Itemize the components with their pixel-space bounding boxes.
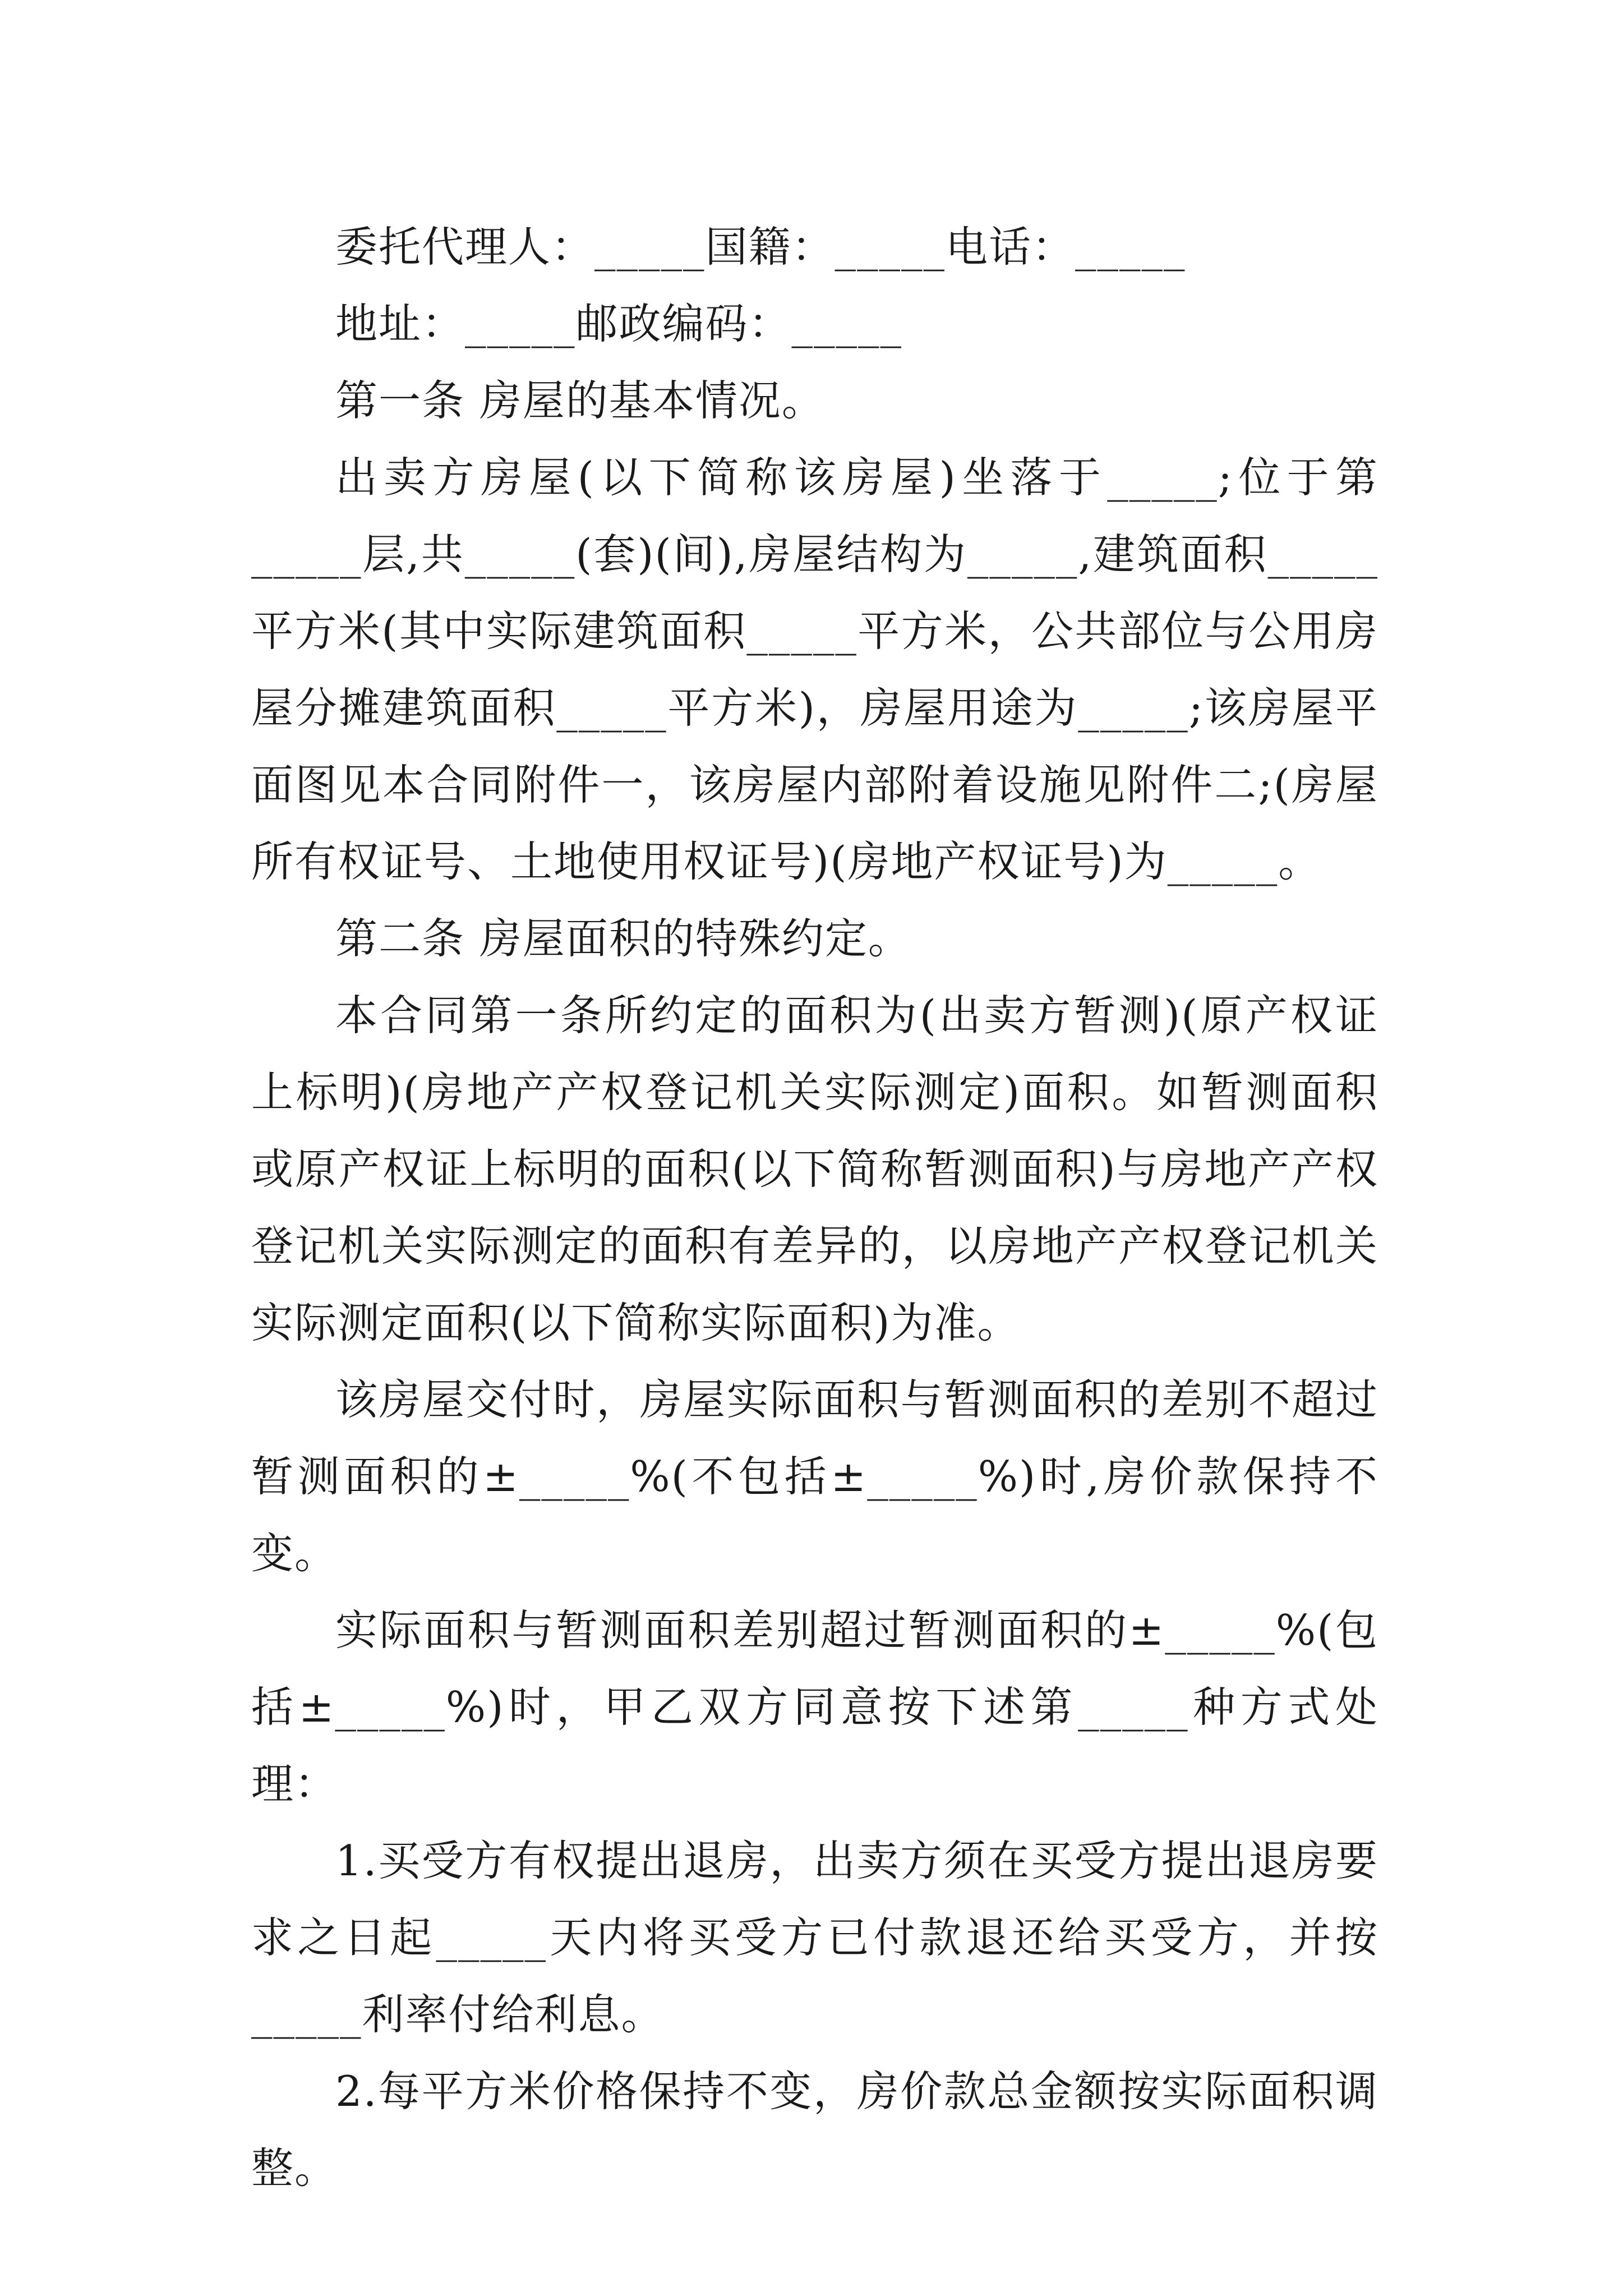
- article-1-body: 出卖方房屋(以下简称该房屋)坐落于_____;位于第_____层,共_____(套)(间),房屋结构为_____,建筑面积_____平方米(其中实际建筑面积_____平方米，公共部位与公用房屋分摊建筑面积_____平方米)，房屋用途为_____;该房屋平面图见本合同附件一，该房屋内部附着设施见附件二;(房屋所有权证号、土地使用权证号)(房地产权证号)为_____。: [251, 453, 1378, 886]
- agent-info-line: 委托代理人：_____国籍：_____电话：_____: [335, 222, 1186, 272]
- document-body: [251, 209, 1378, 2207]
- article-1-heading: 第一条 房屋的基本情况。: [335, 376, 825, 425]
- article-2-body: 本合同第一条所约定的面积为(出卖方暂测)(原产权证上标明)(房地产产权登记机关实际测定)面积。如暂测面积或原产权证上标明的面积(以下简称暂测面积)与房地产产权登记机关实际测定的面积有差异的，以房地产产权登记机关实际测定面积(以下简称实际面积)为准。: [251, 991, 1378, 1347]
- article-2-heading: 第二条 房屋面积的特殊约定。: [335, 914, 911, 963]
- option-1-paragraph: 1.买受方有权提出退房，出卖方须在买受方提出退房要求之日起_____天内将买受方已付款退还给买受方，并按_____利率付给利息。: [251, 1836, 1378, 2039]
- option-2-paragraph: 2.每平方米价格保持不变，房价款总金额按实际面积调整。: [251, 2067, 1378, 2193]
- address-line: 地址：_____邮政编码：_____: [335, 299, 903, 348]
- area-excess-paragraph: 实际面积与暂测面积差别超过暂测面积的±_____%(包括±_____%)时，甲乙双方同意按下述第_____种方式处理：: [251, 1605, 1378, 1809]
- area-tolerance-paragraph: 该房屋交付时，房屋实际面积与暂测面积的差别不超过暂测面积的±_____%(不包括±_____%)时,房价款保持不变。: [251, 1375, 1378, 1578]
